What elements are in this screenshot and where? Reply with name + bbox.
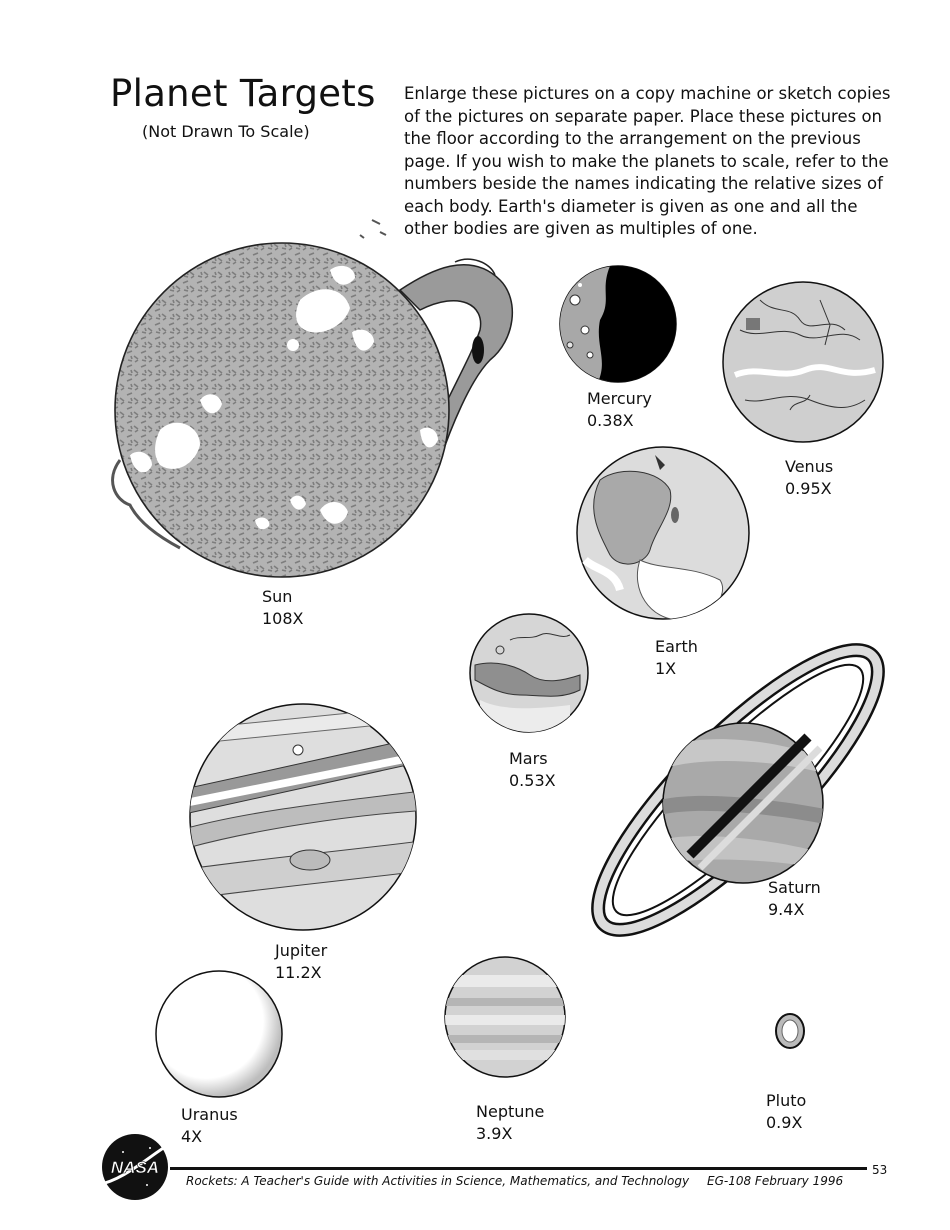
saturn-label <box>768 877 821 921</box>
mercury-label <box>587 388 652 432</box>
earth-label <box>655 636 698 680</box>
earth-size: 1X <box>655 659 677 678</box>
uranus-illustration <box>156 971 282 1097</box>
footer-rule <box>170 1167 867 1170</box>
mercury-illustration <box>560 266 680 382</box>
mars-illustration <box>470 614 588 735</box>
saturn-name: Saturn <box>768 878 821 897</box>
mars-name: Mars <box>509 749 548 768</box>
sun-illustration <box>113 220 513 577</box>
page-subtitle: (Not Drawn To Scale) <box>142 122 310 141</box>
saturn-size: 9.4X <box>768 900 805 919</box>
sun-label <box>262 586 304 630</box>
footer-publication-code: EG-108 February 1996 <box>707 1174 844 1188</box>
jupiter-illustration <box>180 704 430 930</box>
neptune-name: Neptune <box>476 1102 545 1121</box>
jupiter-size: 11.2X <box>275 963 322 982</box>
intro-paragraph: Enlarge these pictures on a copy machine or sketch copies of the pictures on separate paper. Place these pictures on the floor according to the arrangement on the previous page. If you wish to make the planets to scale, refer to the numbers beside the names indicating the relative sizes of each body. Earth's diameter is given as one and all the other bodies are given as multiples of one. <box>404 84 891 238</box>
sun-name: Sun <box>262 587 293 606</box>
earth-name: Earth <box>655 637 698 656</box>
uranus-size: 4X <box>181 1127 203 1146</box>
uranus-name: Uranus <box>181 1105 238 1124</box>
venus-size: 0.95X <box>785 479 832 498</box>
pluto-label <box>766 1090 806 1134</box>
pluto-size: 0.9X <box>766 1113 803 1132</box>
jupiter-name: Jupiter <box>275 941 328 960</box>
footer-book-title: Rockets: A Teacher's Guide with Activities in Science, Mathematics, and Technology <box>186 1174 690 1188</box>
uranus-label <box>181 1104 238 1148</box>
jupiter-label <box>275 940 327 984</box>
sun-size: 108X <box>262 609 304 628</box>
venus-label <box>785 456 833 500</box>
venus-illustration <box>723 282 883 442</box>
neptune-label <box>476 1101 544 1145</box>
nasa-logo <box>95 1130 175 1205</box>
neptune-size: 3.9X <box>476 1124 513 1143</box>
pluto-illustration <box>776 1014 804 1048</box>
mercury-name: Mercury <box>587 389 652 408</box>
neptune-illustration <box>440 957 570 1077</box>
page-number: 53 <box>872 1163 888 1177</box>
nasa-logo-text: NASA <box>110 1158 160 1177</box>
earth-illustration <box>577 447 749 620</box>
page-title: Planet Targets <box>110 72 376 115</box>
mars-size: 0.53X <box>509 771 556 790</box>
venus-name: Venus <box>785 457 834 476</box>
mercury-size: 0.38X <box>587 411 634 430</box>
pluto-name: Pluto <box>766 1091 807 1110</box>
saturn-illustration <box>565 617 911 963</box>
mars-label <box>509 748 556 792</box>
